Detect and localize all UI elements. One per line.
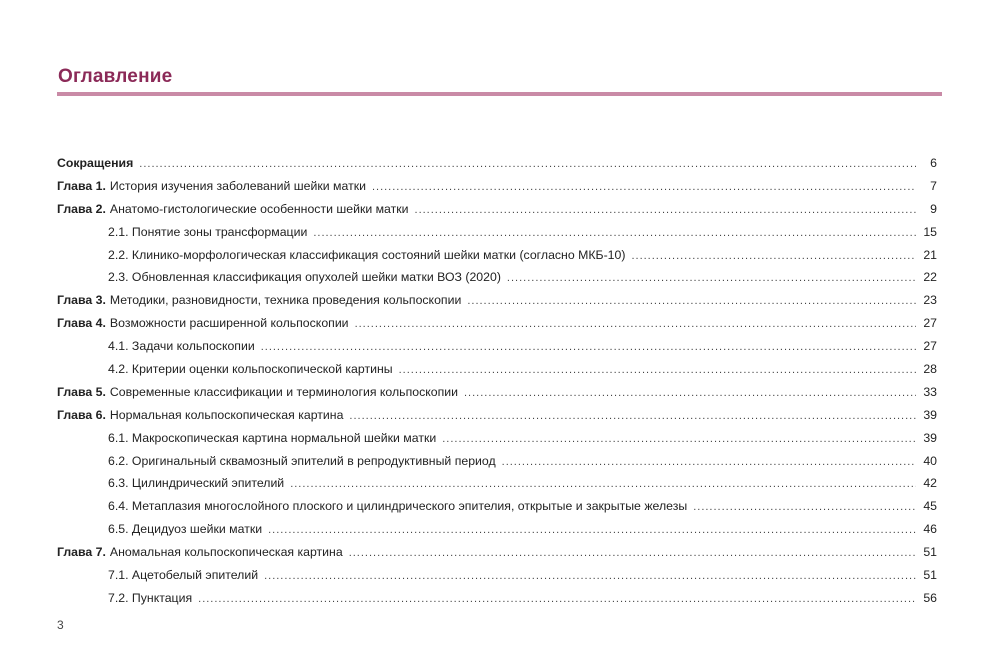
toc-page-number: 15 <box>923 224 937 239</box>
toc-entry-title: 7.1. Ацетобелый эпителий <box>108 568 259 583</box>
toc-entry[interactable] <box>57 175 937 198</box>
toc-page-number: 39 <box>923 407 937 422</box>
toc-entry-title: 6.3. Цилиндрический эпителий <box>108 476 285 491</box>
toc-leader-dots <box>399 359 916 382</box>
toc-leader-dots <box>313 222 916 245</box>
toc-entry[interactable] <box>57 312 937 335</box>
toc-subentry[interactable] <box>57 564 937 587</box>
toc-subentry[interactable] <box>57 335 937 358</box>
title-underline <box>57 92 942 96</box>
toc-entry-title: 6.4. Метаплазия многослойного плоского и цилиндрического эпителия, открытые и закрытые железы <box>108 499 688 514</box>
toc-subentry[interactable] <box>57 450 937 473</box>
toc-page-number: 42 <box>923 476 937 491</box>
toc-page-number: 45 <box>923 499 937 514</box>
toc-page-number: 56 <box>923 590 937 605</box>
toc-subentry[interactable] <box>57 587 937 610</box>
toc-entry-title: 4.2. Критерии оценки кольпоскопической картины <box>108 362 393 377</box>
toc-entry-title: 2.2. Клинико-морфологическая классификация состояний шейки матки (согласно МКБ-10) <box>108 247 626 262</box>
toc-subentry[interactable] <box>57 495 937 518</box>
toc-page-number: 33 <box>923 384 937 399</box>
table-of-contents <box>57 152 937 610</box>
page-number: 3 <box>57 618 64 632</box>
toc-chapter-label: Глава 4. <box>57 316 106 331</box>
toc-entry-title: Современные классификации и терминология кольпоскопии <box>109 384 458 399</box>
toc-chapter-label: Глава 3. <box>57 293 106 308</box>
toc-leader-dots <box>502 451 916 474</box>
toc-subentry[interactable] <box>57 427 937 450</box>
toc-subentry[interactable] <box>57 221 937 244</box>
toc-page-number: 51 <box>923 568 937 583</box>
toc-entry[interactable] <box>57 198 937 221</box>
toc-page-number: 6 <box>930 156 937 170</box>
toc-chapter-label: Глава 1. <box>57 178 106 193</box>
toc-entry[interactable] <box>57 152 937 175</box>
toc-leader-dots <box>507 267 916 290</box>
toc-leader-dots <box>415 199 916 222</box>
toc-page-number: 23 <box>923 293 937 308</box>
toc-subentry[interactable] <box>57 472 937 495</box>
toc-page-number: 39 <box>923 430 937 445</box>
toc-entry-title: Нормальная кольпоскопическая картина <box>109 407 344 422</box>
toc-entry[interactable] <box>57 404 937 427</box>
toc-chapter-label: Глава 5. <box>57 384 106 399</box>
page-title: Оглавление <box>58 66 173 87</box>
toc-leader-dots <box>464 382 916 405</box>
toc-entry-title: Методики, разновидности, техника проведения кольпоскопии <box>109 293 462 308</box>
toc-page-number: 40 <box>923 453 937 468</box>
toc-subentry[interactable] <box>57 266 937 289</box>
toc-entry[interactable] <box>57 289 937 312</box>
toc-entry-title: Аномальная кольпоскопическая картина <box>109 545 343 560</box>
toc-page-number: 46 <box>923 522 937 537</box>
toc-page-number: 27 <box>923 339 937 354</box>
toc-entry-title: История изучения заболеваний шейки матки <box>109 178 366 193</box>
toc-chapter-label: Глава 6. <box>57 407 106 422</box>
toc-entry[interactable] <box>57 381 937 404</box>
toc-entry-title: 6.5. Децидуоз шейки матки <box>108 522 263 537</box>
toc-entry-title: 7.2. Пунктация <box>108 590 193 605</box>
toc-leader-dots <box>467 290 916 313</box>
toc-entry-title: 6.2. Оригинальный сквамозный эпителий в репродуктивный период <box>108 453 496 468</box>
toc-page-number: 51 <box>923 545 937 560</box>
toc-leader-dots <box>349 542 916 565</box>
toc-entry-title: 2.1. Понятие зоны трансформации <box>108 224 308 239</box>
toc-entry-title: Возможности расширенной кольпоскопии <box>109 316 349 331</box>
toc-page-number: 21 <box>923 247 937 262</box>
toc-leader-dots <box>198 588 916 611</box>
toc-entry-title: Анатомо-гистологические особенности шейки матки <box>109 201 409 216</box>
toc-leader-dots <box>290 473 916 496</box>
toc-entry-title: Сокращения <box>57 156 134 170</box>
toc-entry-title: 2.3. Обновленная классификация опухолей шейки матки ВОЗ (2020) <box>108 270 501 285</box>
toc-subentry[interactable] <box>57 518 937 541</box>
toc-leader-dots <box>349 405 916 428</box>
toc-leader-dots <box>631 245 916 268</box>
toc-leader-dots <box>693 496 916 519</box>
toc-leader-dots <box>268 519 916 542</box>
toc-leader-dots <box>139 153 916 176</box>
toc-page-number: 9 <box>930 201 937 216</box>
toc-page-number: 22 <box>923 270 937 285</box>
toc-leader-dots <box>264 565 916 588</box>
toc-page-number: 27 <box>923 316 937 331</box>
toc-entry-title: 6.1. Макроскопическая картина нормальной шейки матки <box>108 430 437 445</box>
toc-leader-dots <box>355 313 916 336</box>
toc-subentry[interactable] <box>57 244 937 267</box>
toc-page-number: 28 <box>923 362 937 377</box>
toc-leader-dots <box>372 176 916 199</box>
toc-entry[interactable] <box>57 541 937 564</box>
toc-chapter-label: Глава 2. <box>57 201 106 216</box>
toc-chapter-label: Глава 7. <box>57 545 106 560</box>
toc-leader-dots <box>261 336 916 359</box>
toc-page-number: 7 <box>930 178 937 193</box>
toc-entry-title: 4.1. Задачи кольпоскопии <box>108 339 255 354</box>
toc-subentry[interactable] <box>57 358 937 381</box>
toc-leader-dots <box>442 428 916 451</box>
